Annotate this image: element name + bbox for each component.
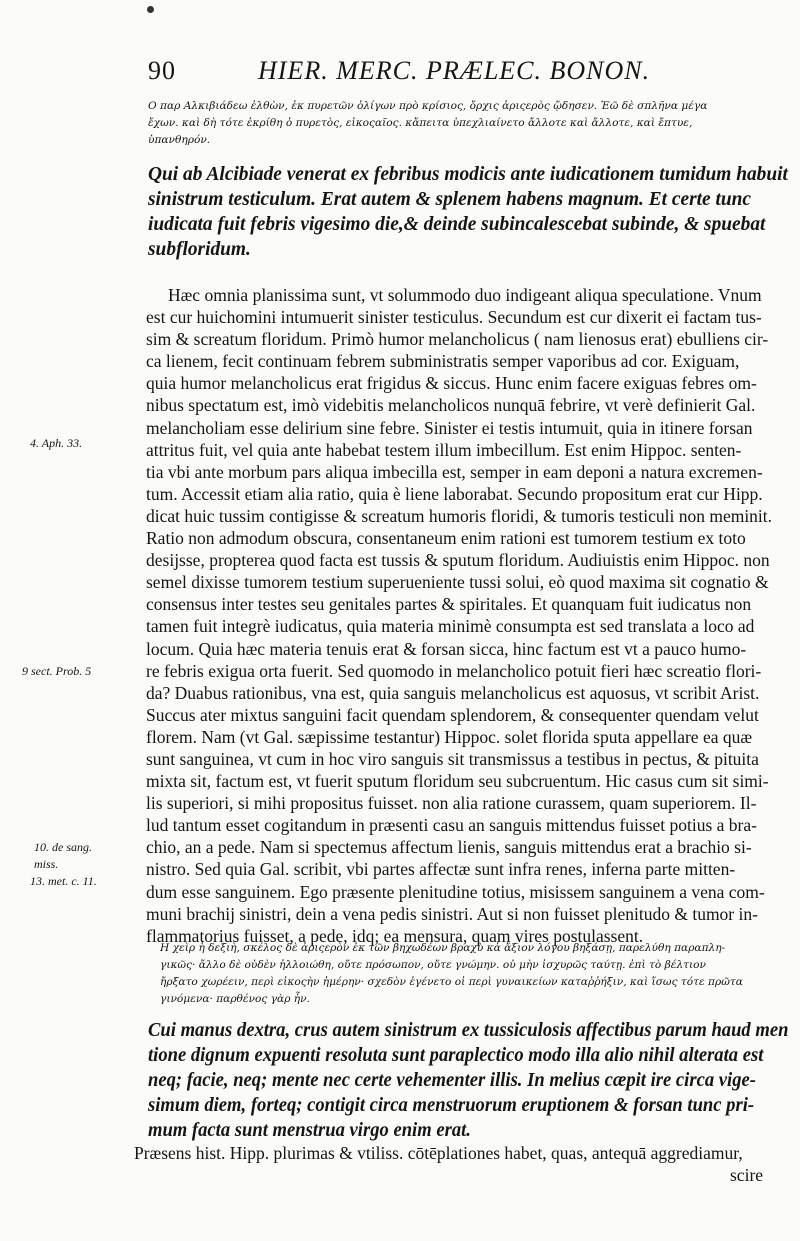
latin-line: Cui manus dextra, crus autem sinistrum ex tussiculosis affectibus parum haud men (148, 1020, 789, 1041)
commentary-body (146, 284, 772, 947)
latin-line: simum diem, forteq; contigit circa menstruorum eruptionem & forsan tunc pri- (148, 1095, 755, 1116)
greek-line: Η χεὶρ ἡ δεξιὴ, σκέλος δὲ ἀριςερὸν ἐκ τῶν βηχωδέων βραχὺ κἀ ἄξιον λόγου βηξάσῃ, παρελύθη παραπλη- (160, 942, 726, 954)
latin-line: tione dignum expuenti resoluta sunt paraplectico modo illa alio nihil alterata est (148, 1045, 764, 1066)
running-title: HIER. MERC. PRÆLEC. BONON. (258, 56, 651, 85)
latin-line: sinistrum testiculum. Erat autem & splenem habens magnum. Et certe tunc (148, 189, 752, 210)
body-line: tamen fuit integrè iudicatus, quia materia minimè consumpta est sed translata a loco ad (146, 616, 755, 637)
body-line: desijsse, propterea quod facta est tussis & sputum floridum. Audiuistis enim Hippoc. non (146, 550, 770, 571)
body-line: Præsens hist. Hipp. plurimas & vtiliss. cōtēplationes habet, quas, antequā aggrediamur, (134, 1143, 743, 1163)
margin-note: 4. Aph. 33. (30, 436, 83, 450)
catchword: scire (730, 1165, 764, 1186)
page-number: 90 (148, 56, 176, 85)
body-line: lud tantum esset cogitandum in præsenti casu an sanguis mittendus fuisset potius a bra- (146, 815, 757, 836)
greek-line: γινόμενα· παρθένος γὰρ ἦν. (160, 993, 310, 1005)
body-line: sim & screatum floridum. Primò humor melancholicus ( nam lienosus erat) ebulliens cir- (146, 329, 769, 350)
body-line: sunt sanguinea, vt cum in hoc viro sanguis sit transmissus a testibus in pectus, & pituita (146, 748, 759, 769)
body-line: Succus ater mixtus sanguini facit quendam splendorem, & consequenter quendam velut (146, 704, 759, 725)
greek-line: ἤρξατο χωρέειν, περὶ εἰκοςὴν ἡμέρην· σχεδὸν ἐγένετο οἱ περὶ γυναικείων καταῤῥήξιν, καὶ ἴσως τότε πρῶτα (160, 976, 743, 988)
latin-line: subfloridum. (148, 239, 251, 260)
latin-line: Qui ab Alcibiade venerat ex febribus modicis ante iudicationem tumidum habuit (148, 164, 788, 185)
body-line: flammatorius fuisset, a pede, idq; ea mensura, quam vires postulassent. (146, 925, 644, 946)
body-line: florem. Nam (vt Gal. sæpissime testantur) Hippoc. solet florida sputa appellare ea quæ (146, 726, 753, 747)
margin-note: 13. met. c. 11. (30, 874, 97, 888)
body-line: Hæc omnia planissima sunt, vt solummodo duo indigeant aliqua speculatione. Vnum (168, 285, 762, 305)
latin-line: iudicata fuit febris vigesimo die,& deinde subincalescebat subinde, & spuebat (148, 214, 766, 235)
body-line: chio, an a pede. Nam si spectemus affectum lienis, sanguis mittendus erat a brachio si- (146, 837, 752, 858)
latin-line: neq; facie, neq; mente nec certe vehementer illis. In melius cæpit ire circa vige- (148, 1070, 756, 1091)
greek-line: Ο παρ Αλκιβιάδεω ἐλθὼν, ἐκ πυρετῶν ὀλίγων πρὸ κρίσιος, ὄρχις ἀριςερὸς ᾤδησεν. Ἐῶ δὲ σπλῆνα μέγα (148, 100, 708, 112)
body-line: da? Duabus rationibus, vna est, quia sanguis melancholicus est aquosus, vt scribit Arist. (146, 682, 760, 703)
body-line: muni brachij sinistri, dein a vena pedis sinistri. Aut si non fuisset plenitudo & tumor in- (146, 903, 758, 924)
body-line: est cur huichomini intumuerit sinister testiculus. Secundum est cur dixerit ei factam tus- (146, 307, 762, 328)
greek-passage-2 (160, 940, 743, 1008)
margin-note: miss. (34, 857, 59, 871)
greek-line: ἔχων. καὶ δὴ τότε ἐκρίθη ὁ πυρετὸς, εἰκοςαῖος. κἄπειτα ὑπεχλιαίνετο ἄλλοτε καὶ ἄλλοτε, καὶ ἔπτυε, (148, 117, 693, 129)
body-line: semel dixisse tumorem testium superueniente tussi solui, eò quod maxima sit cognatio & (146, 572, 769, 593)
body-line: dicat huic tussim contigisse & screatum humoris floridi, & tumoris testiculi non meminit. (146, 505, 773, 526)
margin-note: 9 sect. Prob. 5 (22, 664, 92, 678)
greek-line: γικῶς· ἄλλο δὲ οὐδὲν ἠλλοιώθη, οὔτε πρόσωπον, οὔτε γνώμην. οὐ μὴν ἰσχυρῶς ταύτῃ. ἐπὶ τὸ βέλτιον (160, 959, 706, 971)
body-line: quia humor melancholicus erat frigidus & siccus. Hunc enim facere exiguas febres om- (146, 373, 757, 394)
latin-translation-1 (148, 162, 788, 262)
margin-note: 10. de sang. (34, 840, 92, 854)
body-line: Ratio non admodum obscura, consentaneum enim rationi est tumorem testium ex toto (146, 528, 746, 549)
latin-translation-2 (148, 1018, 788, 1143)
body-line: ca lienem, fecit continuam febrem subministratis semper vaporibus ad cor. Exiguam, (146, 351, 740, 372)
body-line: tia vbi ante morbum pars aliqua imbecilla est, semper in eam deponi a natura excremen- (146, 461, 763, 482)
closing-paragraph (134, 1142, 763, 1186)
greek-passage-1 (148, 98, 707, 149)
latin-line: mum facta sunt menstrua virgo enim erat. (148, 1120, 471, 1141)
ink-spot (147, 6, 154, 13)
body-line: nistro. Sed quia Gal. scribit, vbi partes affectæ sunt infra renes, inferna parte mitten- (146, 859, 736, 880)
body-line: mixta sit, factum est, vt fuerit sputum floridum seu subcruentum. Hic casus cum sit simi- (146, 771, 769, 792)
page-header (148, 56, 748, 92)
greek-line: ὑπανθηρόν. (148, 134, 211, 146)
body-line: tum. Accessit etiam alia ratio, quia è liene laborabat. Secundo propositum erat cur Hipp. (146, 483, 763, 504)
body-line: dum esse sanguinem. Ego præsente plenitudine totius, misissem sanguinem a vena com- (146, 881, 765, 902)
body-line: re febris exigua orta fuerit. Sed quomodo in melancholico potuit fieri hæc screatio flori- (146, 660, 762, 681)
body-line: attritus fuit, vel quia ante habebat testem illum imbecillum. Est enim Hippoc. senten- (146, 439, 742, 460)
body-line: melancholiam esse delirium sine febre. Sinister ei testis intumuit, quia in itinere forsan (146, 417, 753, 438)
body-line: consensus inter testes seu genitales partes & spiritales. Et quanquam fuit iudicatus non (146, 594, 752, 615)
body-line: lis superiori, si mihi propositus fuisset. non alia ratione curassem, quam superiorem. Il- (146, 793, 757, 814)
body-line: locum. Quia hæc materia tenuis erat & forsan sicca, hinc factum est vt a pauco humo- (146, 638, 747, 659)
body-line: nibus spectatum est, imò videbitis melancholicos nunquā febrire, vt verè definierit Gal. (146, 395, 756, 416)
